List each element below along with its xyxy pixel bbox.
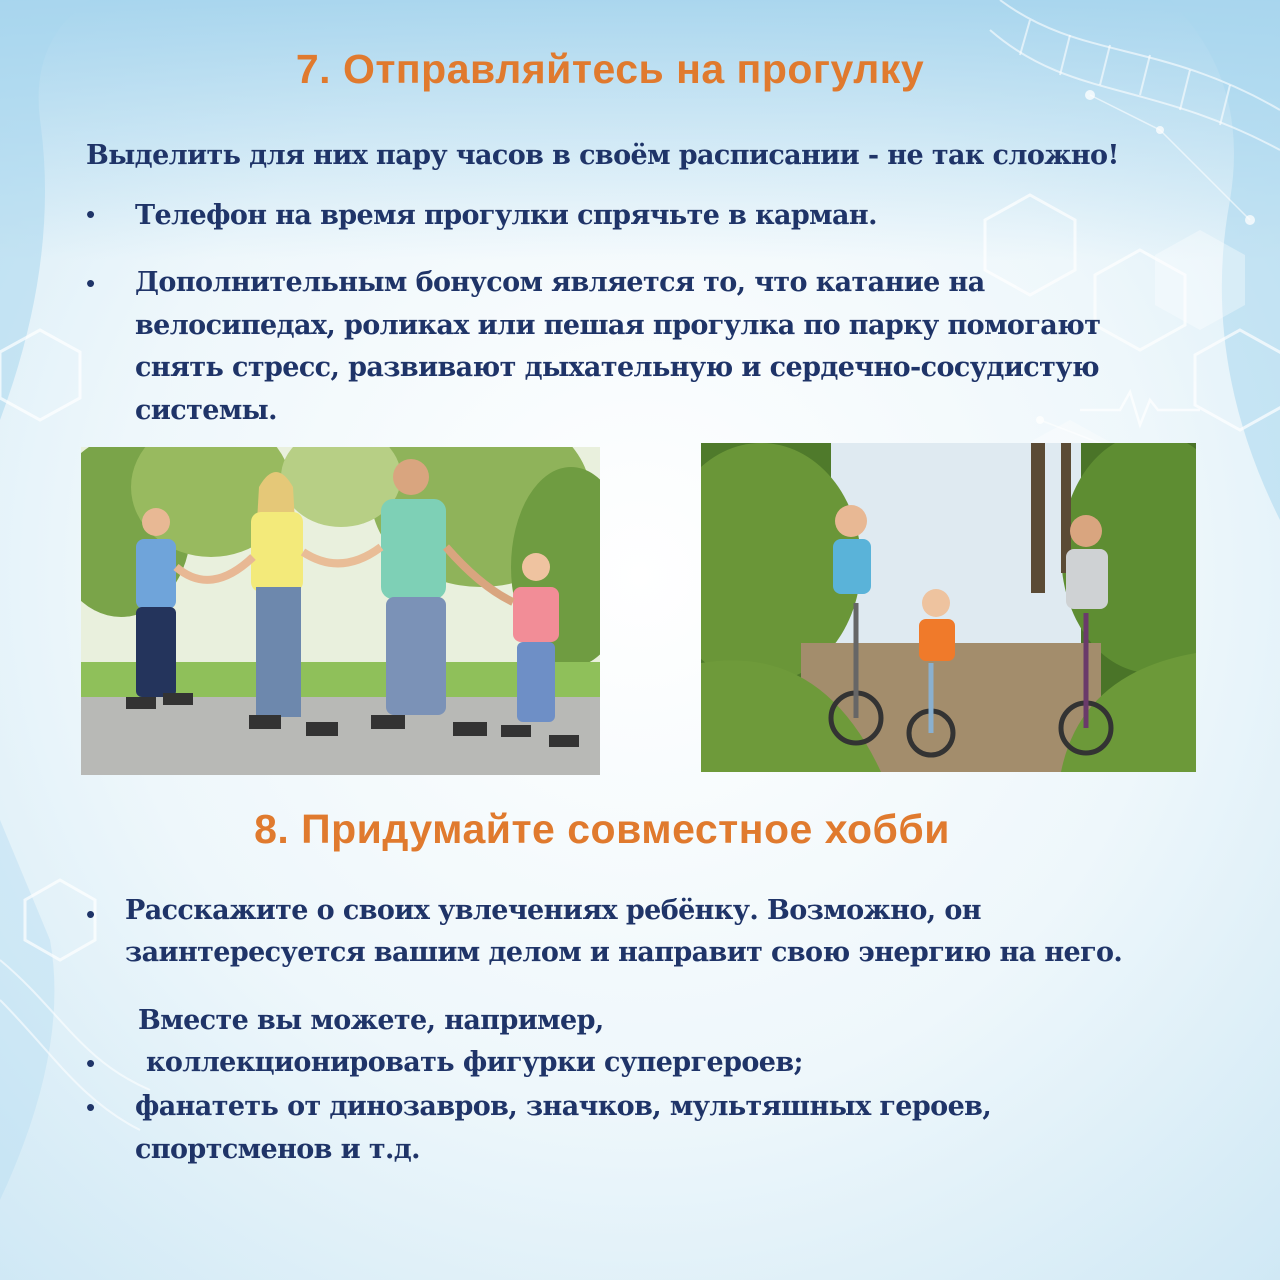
bullet-fans-line: спортсменов и т.д.	[135, 1134, 420, 1165]
bullet-phone: Телефон на время прогулки спрячьте в карман.	[135, 200, 877, 231]
bullet-bonus-line: системы.	[135, 395, 277, 426]
together-text: Вместе вы можете, например,	[138, 1005, 604, 1036]
bullet-bonus-line: снять стресс, развивают дыхательную и сердечно-сосудистую	[135, 352, 1099, 383]
bullet-tell-hobbies-line: Расскажите о своих увлечениях ребёнку. Возможно, он	[125, 895, 981, 926]
bullet-fans-line: фанатеть от динозавров, значков, мультяшных героев,	[135, 1091, 992, 1122]
bullet-marker: •	[86, 1092, 96, 1122]
bullet-tell-hobbies-line: заинтересуется вашим делом и направит свою энергию на него.	[125, 937, 1123, 968]
bullet-collect: коллекционировать фигурки супергероев;	[146, 1047, 803, 1078]
intro-text: Выделить для них пару часов в своём расписании - не так сложно!	[86, 140, 1119, 171]
section-7-title: 7. Отправляйтесь на прогулку	[295, 46, 925, 92]
bullet-marker: •	[86, 199, 96, 229]
bullet-marker: •	[86, 1048, 96, 1078]
bullet-marker: •	[86, 899, 96, 929]
bullet-bonus-line: Дополнительным бонусом является то, что катание на	[135, 267, 985, 298]
bullet-bonus-line: велосипедах, роликах или пешая прогулка по парку помогают	[135, 310, 1101, 341]
family-cycling-photo	[701, 443, 1196, 772]
family-rollerblading-photo	[81, 447, 600, 775]
bullet-marker: •	[86, 268, 96, 298]
section-8-title: 8. Придумайте совместное хобби	[254, 806, 950, 852]
